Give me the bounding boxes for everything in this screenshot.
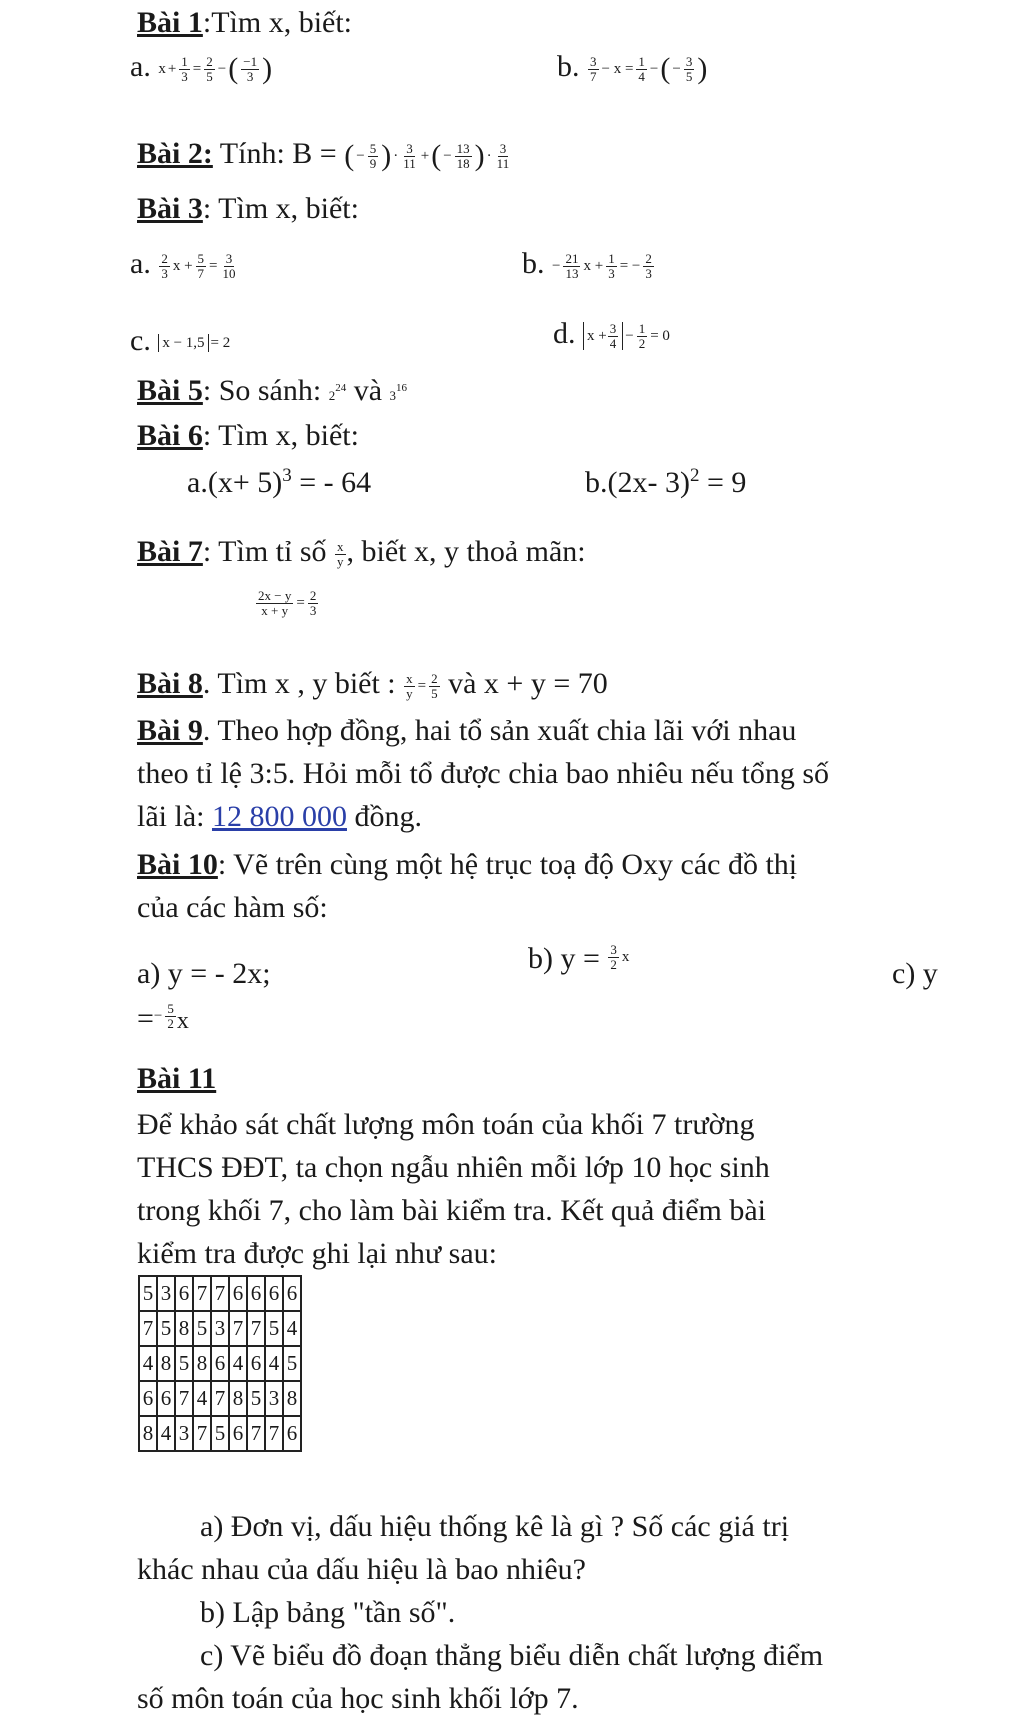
bai6-a: [187, 464, 371, 502]
fraction: [608, 943, 619, 971]
bai8-title: Bài 8: [137, 667, 203, 700]
exponent: 24: [335, 382, 347, 394]
den: 11: [403, 155, 416, 171]
den: 3: [181, 68, 188, 84]
fraction: [455, 142, 472, 170]
bai10-c-cont: [137, 1000, 189, 1038]
fraction: [241, 55, 259, 83]
bai3-d-label: d.: [553, 317, 576, 350]
exponent: 3: [282, 465, 292, 486]
fraction: [684, 55, 695, 83]
num: 2: [206, 53, 213, 69]
table-cell: 6: [265, 1276, 283, 1311]
num: 3: [685, 53, 693, 69]
den: 18: [456, 155, 470, 171]
table-cell: 7: [247, 1311, 265, 1346]
text: : Vẽ trên cùng một hệ trục toạ độ Oxy các đồ thị: [217, 848, 798, 881]
table-cell: 4: [193, 1381, 211, 1416]
bai1-title: Bài 1: [137, 6, 203, 39]
table-row: [139, 1346, 301, 1381]
text: b) y =: [528, 942, 600, 975]
num: 2: [161, 250, 168, 266]
den: 5: [685, 68, 693, 84]
table-cell: 6: [157, 1381, 175, 1416]
num: 2x − y: [258, 587, 292, 603]
table-cell: 4: [229, 1346, 247, 1381]
term: x +: [583, 257, 604, 274]
op: −: [153, 1008, 163, 1024]
table-cell: 5: [283, 1346, 301, 1381]
fraction: [588, 55, 599, 83]
table-cell: 7: [139, 1311, 157, 1346]
table-cell: 5: [193, 1311, 211, 1346]
den: 10: [222, 265, 236, 281]
op: =: [192, 60, 202, 77]
fraction: [335, 540, 346, 568]
table-cell: 5: [211, 1416, 229, 1451]
table-cell: 7: [193, 1416, 211, 1451]
bai11-line: trong khối 7, cho làm bài kiểm tra. Kết quả điểm bài: [137, 1194, 767, 1227]
table-cell: 8: [229, 1381, 247, 1416]
bai3-a-equation: [158, 252, 238, 280]
num: 2: [309, 587, 317, 603]
fraction: [368, 142, 379, 170]
bai3-b-equation: [552, 252, 655, 280]
table-cell: 3: [211, 1311, 229, 1346]
var: x: [158, 60, 166, 77]
num: 3: [406, 140, 413, 156]
bai10-line1: [137, 846, 797, 884]
num: 3: [610, 942, 617, 957]
fraction: [495, 142, 512, 170]
bai2-title: Bài 2:: [137, 137, 213, 170]
bai7-title: Bài 7: [137, 535, 203, 568]
bai1-heading-text: :Tìm x, biết:: [202, 6, 353, 39]
bai1-b-equation: [587, 54, 707, 84]
bai2-line: [137, 135, 512, 173]
label: a.: [187, 466, 208, 499]
table-cell: 3: [175, 1416, 193, 1451]
num: 2: [431, 670, 438, 686]
bai3-title: Bài 3: [137, 192, 203, 225]
base: 3: [389, 388, 397, 403]
var: x: [621, 948, 630, 965]
num: 21: [565, 250, 579, 266]
bai11-title: Bài 11: [137, 1062, 217, 1095]
bai1-b-label: b.: [557, 50, 580, 83]
num: 3: [225, 250, 233, 266]
base: 2: [328, 388, 336, 403]
num: 3: [609, 320, 617, 336]
table-cell: 7: [247, 1416, 265, 1451]
bai10-a: a) y = - 2x;: [137, 957, 271, 990]
term: x +: [172, 257, 193, 274]
bai11-line: Để khảo sát chất lượng môn toán của khối 7 trường: [137, 1108, 755, 1141]
den: 7: [197, 265, 205, 281]
bai3-a-label: a.: [130, 247, 151, 280]
den: 5: [206, 68, 213, 84]
table-cell: 6: [229, 1416, 247, 1451]
exponent: 16: [396, 382, 408, 394]
fraction: [256, 589, 293, 617]
table-cell: 6: [211, 1346, 229, 1381]
num: 5: [197, 250, 205, 266]
coef: [607, 943, 629, 971]
bai10-line2: của các hàm số:: [137, 891, 328, 924]
den: 4: [638, 68, 645, 84]
text: lãi là:: [137, 800, 212, 833]
bai3-b-label: b.: [522, 247, 545, 280]
num: 1: [638, 320, 646, 336]
table-cell: 6: [283, 1276, 301, 1311]
label: b.: [585, 466, 608, 499]
table-cell: 4: [157, 1416, 175, 1451]
table-cell: 8: [139, 1416, 157, 1451]
bai6-title: Bài 6: [137, 419, 203, 452]
table-row: [139, 1276, 301, 1311]
bai2-expression: ( − $\frac{5}{9}$ ) · $\frac{3}{11}$ + ( − $\frac{13}{18}$ ) · $\frac{3}{11}$: [344, 139, 510, 173]
op: −: [552, 257, 561, 274]
op: −: [625, 327, 634, 344]
bai11-heading: [137, 1060, 216, 1098]
bai1-a-equation: [158, 54, 272, 84]
text: đồng.: [346, 800, 422, 833]
fraction: [308, 589, 319, 617]
bai11-line: THCS ĐĐT, ta chọn ngẫu nhiên mỗi lớp 10 học sinh: [137, 1151, 770, 1184]
var: x: [176, 1008, 189, 1034]
fraction: [606, 252, 617, 280]
bai3-c: [130, 322, 230, 360]
coef: [154, 1002, 177, 1030]
bai8-text: . Tìm x , y biết :: [202, 667, 396, 700]
op: − x =: [601, 60, 634, 77]
text: . Theo hợp đồng, hai tổ sản xuất chia lãi với nhau: [202, 714, 797, 747]
fraction: [637, 322, 648, 350]
bai11-line: kiểm tra được ghi lại như sau:: [137, 1237, 497, 1270]
den: 4: [609, 335, 617, 351]
table-cell: 6: [139, 1381, 157, 1416]
den: 3: [645, 265, 652, 281]
table-cell: 7: [229, 1311, 247, 1346]
fraction: [429, 672, 440, 700]
bai9-title: Bài 9: [137, 714, 203, 747]
den: 3: [608, 265, 615, 281]
paren: (: [660, 52, 671, 86]
num: 1: [608, 250, 615, 266]
rhs: = - 64: [291, 466, 372, 499]
den: 5: [431, 685, 438, 701]
fraction: [204, 55, 215, 83]
paren: ): [697, 52, 708, 86]
bai6-heading-text: : Tìm x, biết:: [202, 419, 359, 452]
bai6-heading: [137, 417, 359, 455]
op: = −: [619, 257, 641, 274]
bai7-text-after: , biết x, y thoả mãn:: [346, 535, 586, 568]
bai1-a-label: a.: [130, 50, 151, 83]
table-cell: 3: [157, 1276, 175, 1311]
question-a-line1: a) Đơn vị, dấu hiệu thống kê là gì ? Số các giá trị: [200, 1510, 790, 1543]
table-cell: 8: [193, 1346, 211, 1381]
table-cell: 4: [283, 1311, 301, 1346]
den: y: [406, 685, 413, 701]
num: 5: [167, 1001, 174, 1017]
bai3-c-equation: [158, 334, 230, 353]
power-1: [328, 382, 347, 403]
table-cell: 3: [265, 1381, 283, 1416]
table-cell: 5: [265, 1311, 283, 1346]
op: −: [356, 147, 365, 164]
bai6-b: [585, 464, 746, 502]
den: 2: [638, 335, 646, 351]
table-cell: 6: [283, 1416, 301, 1451]
fraction: [404, 672, 415, 700]
bai7-text: : Tìm tỉ số: [202, 535, 327, 568]
bai3-heading-text: : Tìm x, biết:: [202, 192, 359, 225]
paren: ): [474, 139, 485, 173]
abs-value: [583, 322, 623, 350]
paren: ): [262, 52, 273, 86]
bai8-text-after: và x + y = 70: [440, 667, 608, 700]
bai9-line2: theo tỉ lệ 3:5. Hỏi mỗi tổ được chia bao nhiêu nếu tổng số: [137, 757, 830, 790]
den: 2: [167, 1015, 174, 1031]
table-cell: 8: [175, 1311, 193, 1346]
rhs: = 9: [699, 466, 747, 499]
fraction: [165, 1002, 176, 1030]
fraction: [159, 252, 170, 280]
den: 3: [309, 602, 317, 618]
table-cell: 5: [139, 1276, 157, 1311]
den: 9: [369, 155, 377, 171]
bai3-c-label: c.: [130, 324, 151, 357]
num: −1: [243, 53, 258, 69]
table-row: [139, 1311, 301, 1346]
op: =: [296, 594, 305, 611]
den: 2: [610, 956, 617, 972]
bai5-title: Bài 5: [137, 374, 203, 407]
num: 1: [181, 53, 188, 69]
base: (x+ 5): [207, 466, 283, 499]
op: +: [167, 60, 177, 77]
fraction: [221, 252, 238, 280]
op: =: [417, 677, 427, 694]
table-cell: 6: [175, 1276, 193, 1311]
num: 13: [456, 140, 470, 156]
fraction: [179, 55, 190, 83]
op: −: [443, 147, 452, 164]
bai9-line3: [137, 798, 422, 836]
num: 3: [499, 140, 507, 156]
op: −: [672, 60, 681, 77]
bai8-line: [137, 665, 608, 703]
num: 1: [638, 53, 645, 69]
bai10-c: c) y: [892, 957, 938, 990]
table-row: [139, 1381, 301, 1416]
op: =: [137, 1002, 154, 1035]
table-cell: 5: [157, 1311, 175, 1346]
table-cell: 8: [283, 1381, 301, 1416]
num: x: [337, 538, 344, 554]
ratio-equation: [403, 672, 440, 700]
ratio-fraction: [334, 540, 347, 568]
den: 3: [161, 265, 168, 281]
rhs: = 0: [650, 327, 670, 344]
fraction: [401, 142, 418, 170]
bai9-line1: [137, 712, 796, 750]
paren: (: [228, 52, 239, 86]
score-table: [138, 1275, 302, 1452]
num: x: [406, 670, 413, 686]
den: y: [337, 553, 344, 569]
exponent: 2: [689, 465, 700, 486]
paren: (: [431, 139, 442, 173]
bai1-heading: [137, 4, 352, 42]
table-cell: 7: [211, 1381, 229, 1416]
bai7-equation: [255, 582, 319, 620]
table-cell: 8: [157, 1346, 175, 1381]
abs-value: x − 1,5: [158, 334, 208, 353]
op: −: [217, 60, 227, 77]
bai3-d: [553, 315, 670, 353]
question-a-line2: khác nhau của dấu hiệu là bao nhiêu?: [137, 1553, 586, 1586]
amount-link[interactable]: 12 800 000: [211, 800, 347, 833]
table-cell: 7: [175, 1381, 193, 1416]
bai3-a: [130, 245, 239, 283]
paren: ): [381, 139, 392, 173]
bai1-a: [130, 48, 272, 86]
fraction: [643, 252, 654, 280]
paren: (: [344, 139, 355, 173]
base: (2x- 3): [607, 466, 690, 499]
fraction: [563, 252, 580, 280]
den: 11: [496, 155, 510, 171]
bai1-b: [557, 48, 707, 86]
table-cell: 4: [139, 1346, 157, 1381]
term: x +: [587, 327, 607, 344]
bai7-line: [137, 533, 586, 571]
table-cell: 7: [193, 1276, 211, 1311]
table-cell: 5: [175, 1346, 193, 1381]
table-cell: 7: [211, 1276, 229, 1311]
fraction: [608, 322, 619, 350]
table-cell: 7: [265, 1416, 283, 1451]
conj: và: [353, 374, 383, 407]
num: 5: [369, 140, 377, 156]
den: 7: [590, 68, 597, 84]
score-table-body: [139, 1276, 301, 1451]
rhs: = 2: [210, 334, 231, 351]
table-cell: 5: [247, 1381, 265, 1416]
bai3-b: [522, 245, 655, 283]
bai5-text: : So sánh:: [202, 374, 322, 407]
table-cell: 6: [247, 1346, 265, 1381]
table-row: [139, 1416, 301, 1451]
den: 13: [565, 265, 579, 281]
fraction: [196, 252, 207, 280]
den: x + y: [261, 602, 289, 618]
question-b: b) Lập bảng "tần số".: [200, 1596, 456, 1629]
op: +: [420, 147, 430, 164]
den: 3: [246, 68, 254, 84]
fraction: [636, 55, 647, 83]
equation: [255, 589, 319, 617]
table-cell: 4: [265, 1346, 283, 1381]
power-2: [389, 382, 408, 403]
bai2-text: Tính: B =: [212, 137, 337, 170]
bai10-title: Bài 10: [137, 848, 218, 881]
num: 2: [645, 250, 652, 266]
bai3-d-equation: [583, 322, 670, 350]
question-c-line2: số môn toán của học sinh khối lớp 7.: [137, 1682, 579, 1715]
bai5-line: [137, 372, 407, 410]
op: −: [649, 60, 659, 77]
bai3-heading: [137, 190, 359, 228]
op: =: [209, 257, 218, 274]
question-c-line1: c) Vẽ biểu đồ đoạn thẳng biểu diễn chất lượng điểm: [200, 1639, 824, 1672]
table-cell: 6: [247, 1276, 265, 1311]
num: 3: [590, 53, 597, 69]
table-cell: 6: [229, 1276, 247, 1311]
bai10-b: [528, 940, 629, 978]
